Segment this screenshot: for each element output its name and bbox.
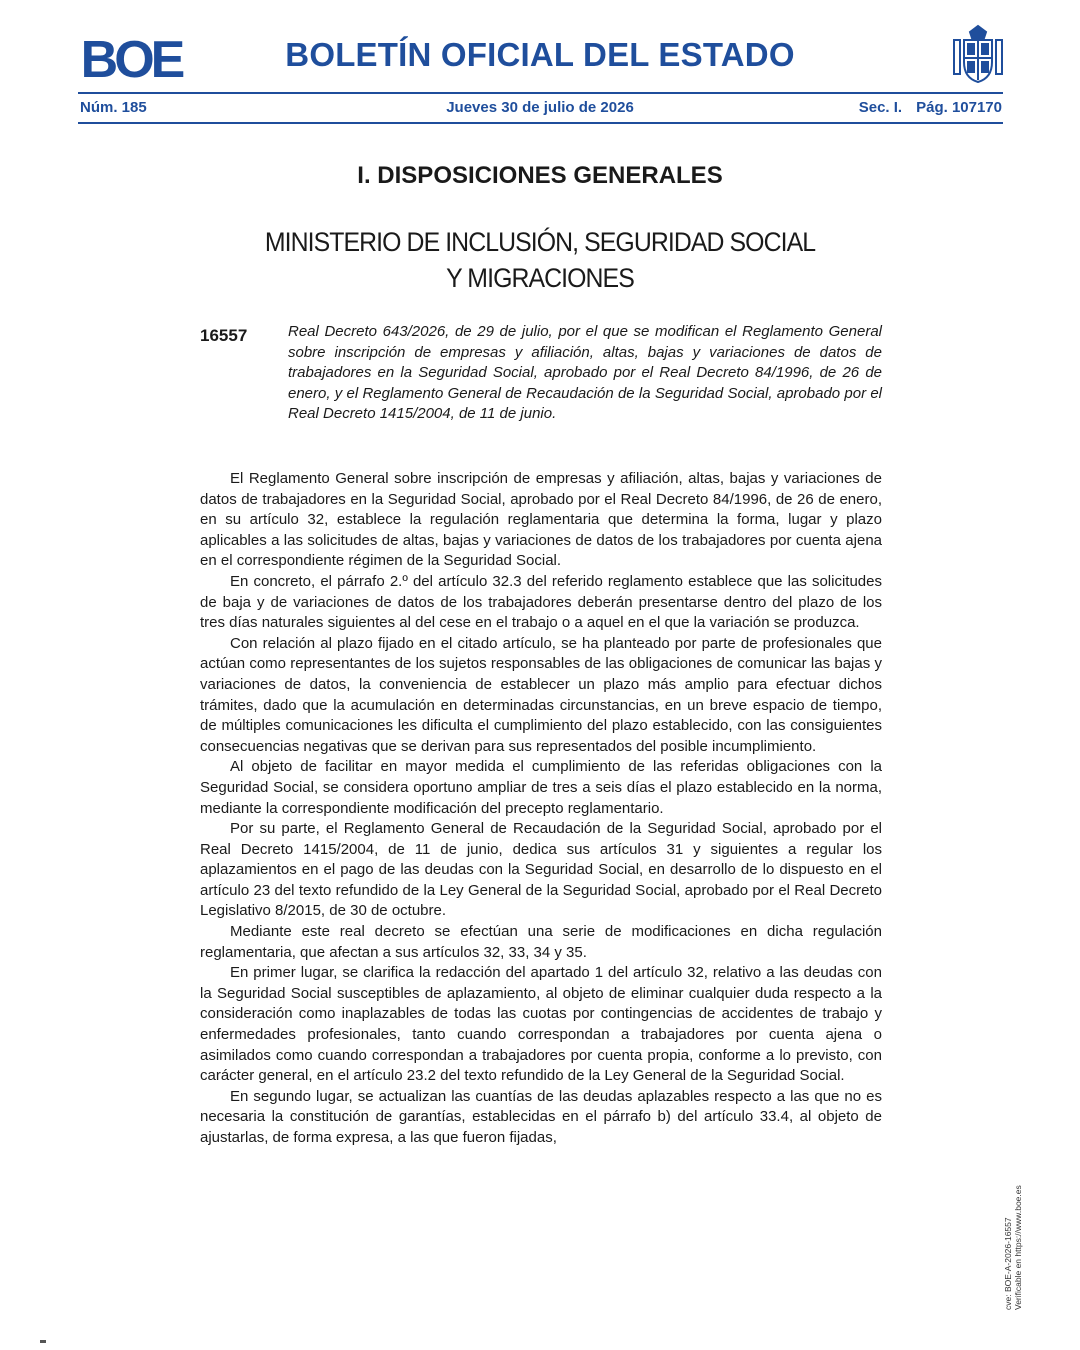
paragraph: Al objeto de facilitar en mayor medida el cumplimiento de las referidas obligaciones con la Seguridad Social, se considera oportuno ampliar de tres a seis días el plazo establecido en la norma, mediante la correspondiente modificación del precepto reglamentario. xyxy=(200,758,882,817)
ministry-line-2: Y MIGRACIONES xyxy=(446,263,634,293)
paragraph: Mediante este real decreto se efectúan una serie de modificaciones en dicha regulación reglamentaria, que afectan a sus artículos 32, 33, 34 y 35. xyxy=(200,923,882,961)
ministry-line-1: MINISTERIO DE INCLUSIÓN, SEGURIDAD SOCIAL xyxy=(264,227,816,257)
journal-title: BOLETÍN OFICIAL DEL ESTADO xyxy=(285,36,795,73)
paragraph: Con relación al plazo fijado en el citado artículo, se ha planteado por parte de profesionales que actúan como representantes de los sujetos responsables de las obligaciones de comunicar las bajas y variaciones de datos, la conveniencia de establecer un plazo más amplio para efectuar dichos trámites, dado que la acumulación en determinadas circunstancias, en un breve espacio de tiempo, de múltiples comunicaciones les dificulta el cumplimiento del plazo establecido, con las consiguientes consecuencias negativas que se derivan para sus representados del posible incumplimiento. xyxy=(200,634,882,755)
paragraph: En segundo lugar, se actualizan las cuantías de las deudas aplazables respecto a las que no es necesaria la constitución de garantías, establecidas en el párrafo b) del artículo 33.4, al objeto de ajustarlas, de forma expresa, a las que fueron fijadas, xyxy=(200,1087,882,1146)
section-heading: I. DISPOSICIONES GENERALES xyxy=(357,162,723,189)
ministry-heading xyxy=(227,224,853,296)
corner-mark xyxy=(40,1340,46,1343)
logo-text: BOE xyxy=(80,33,182,81)
paragraph: El Reglamento General sobre inscripción de empresas y afiliación, altas, bajas y variaciones de datos de trabajadores en la Seguridad Social, aprobado por el Real Decreto 84/1996, de 26 de enero, en su artículo 32, establece la regulación reglamentaria que determina la forma, lugar y plazo aplicables a las solicitudes de altas, bajas y variaciones de datos de los trabajadores por cuenta ajena en el correspondiente régimen de la Seguridad Social. xyxy=(200,470,882,570)
disposition-number: 16557 xyxy=(200,326,248,345)
paragraph: En primer lugar, se clarifica la redacción del apartado 1 del artículo 32, relativo a las deudas con la Seguridad Social susceptibles de aplazamiento, al objeto de eliminar cualquier duda respecto a la consideración como inaplazables de todas las cuotas por contingencias de accidentes de trabajo y enfermedades profesionales, tanto cuando correspondan a trabajadores por cuenta ajena o asimilados como cuando correspondan a trabajadores por cuenta propia, conforme a lo previsto, con carácter general, en el artículo 23.2 del texto refundido de la Ley General de la Seguridad Social. xyxy=(200,964,882,1085)
coat-of-arms-icon xyxy=(948,24,1008,86)
section-label: Sec. I. xyxy=(858,99,903,116)
paragraph: Por su parte, el Reglamento General de Recaudación de la Seguridad Social, aprobado por el Real Decreto 1415/2004, de 11 de junio, dedica sus artículos 31 y siguientes a regular los aplazamientos en el pago de las deudas con la Seguridad Social, en desarrollo de lo dispuesto en el artículo 23 del texto refundido de la Ley General de la Seguridad Social, aprobado por el Real Decreto Legislativo 8/2015, de 30 de octubre. xyxy=(200,820,882,920)
document-body xyxy=(200,469,882,1149)
paragraph: En concreto, el párrafo 2.º del artículo 32.3 del referido reglamento establece que las solicitudes de baja y de variaciones de datos de los trabajadores deberán presentarse dentro del plazo de los tres días naturales siguientes al del cese en el trabajo o a aquel en el que la variación se produzca. xyxy=(200,572,882,632)
boe-logo xyxy=(77,33,185,81)
header-rule-bottom xyxy=(78,122,1003,124)
verification-url[interactable]: Verificable en https://www.boe.es xyxy=(1013,1185,1023,1310)
section-page xyxy=(859,99,1002,116)
page-label: Pág. 107170 xyxy=(916,99,1002,116)
cve-code: cve: BOE-A-2026-16557 xyxy=(1003,1217,1013,1310)
header-rule-top xyxy=(78,92,1003,94)
verification-note xyxy=(1003,1130,1023,1310)
disposition-title: Real Decreto 643/2026, de 29 de julio, por el que se modifican el Reglamento General sobre inscripción de empresas y afiliación, altas, bajas y variaciones de datos de trabajadores en la Seguridad Social, aprobado por el Real Decreto 84/1996, de 26 de enero, y el Reglamento General de Recaudación de la Seguridad Social, aprobado por el Real Decreto 1415/2004, de 11 de junio. xyxy=(288,323,882,422)
issue-date: Jueves 30 de julio de 2026 xyxy=(446,99,634,116)
issue-number: Núm. 185 xyxy=(80,99,147,116)
